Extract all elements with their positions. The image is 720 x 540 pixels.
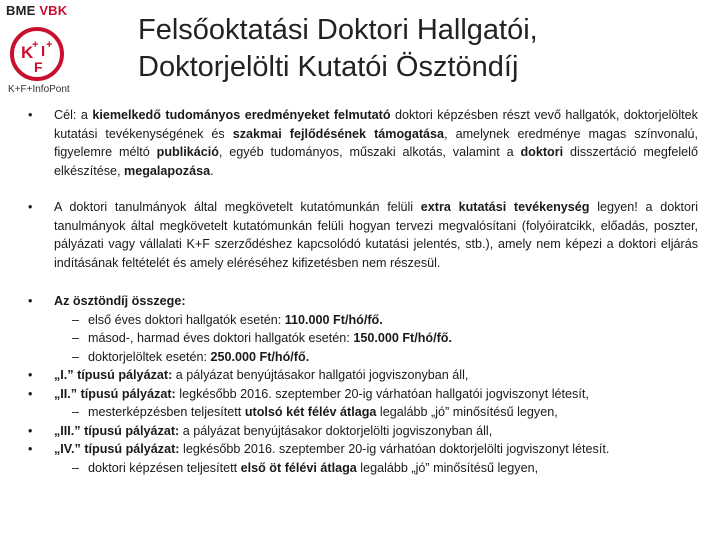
logo-mark-f: F: [34, 59, 43, 75]
bullet-marker: •: [28, 294, 33, 308]
page-title: [138, 12, 698, 86]
bullet-marker: •: [28, 200, 33, 214]
application-type-1: • „I.” típusú pályázat: a pályázat benyújtásakor hallgatói jogviszonyban áll,: [28, 366, 698, 385]
paragraph-goal: • Cél: a kiemelkedő tudományos eredményeket felmutató doktori képzésben részt vevő hallgatók, doktorjelöltek kutatási tevékenységének és szakmai fejlődésének támogatása, amelynek eredménye magas színvonalú, figyelemre méltó publikáció, egyéb tudományos, műszaki alkotás, valamint a doktori disszertáció megfelelő elkészítése, megalapozása.: [28, 108, 698, 178]
bullet-marker: •: [28, 368, 33, 382]
application-type-2-condition: – mesterképzésben teljesített utolsó két félév átlaga legalább „jó” minősítésű legyen,: [28, 403, 698, 422]
logo-subtitle: K+F+InfoPont: [8, 84, 70, 95]
application-type-3: • „III.” típusú pályázat: a pályázat benyújtásakor doktorjelölti jogviszonyban áll,: [28, 422, 698, 441]
amount-item-first-year: – első éves doktori hallgatók esetén: 110.000 Ft/hó/fő.: [28, 311, 698, 330]
dash-marker: –: [72, 349, 80, 364]
content-body: [28, 106, 698, 477]
amount-item-candidates: – doktorjelöltek esetén: 250.000 Ft/hó/fő.: [28, 348, 698, 367]
application-type-2: • „II.” típusú pályázat: legkésőbb 2016. szeptember 20-ig várhatóan hallgatói jogviszonyt létesít,: [28, 385, 698, 404]
logo-brand-vbk: VBK: [39, 3, 68, 18]
bullet-marker: •: [28, 423, 33, 438]
title-line-2: Doktorjelölti Kutatói Ösztöndíj: [138, 51, 519, 83]
title-line-1: Felsőoktatási Doktori Hallgatói,: [138, 14, 538, 46]
paragraph-amount: • Az ösztöndíj összege:: [28, 292, 698, 311]
logo-mark-k: K: [21, 43, 34, 62]
bullet-marker: •: [28, 442, 33, 456]
logo-mark-i: I: [41, 43, 46, 60]
logo-mark-plus-1: +: [32, 39, 39, 51]
dash-marker: –: [72, 331, 80, 345]
logo: [6, 4, 90, 96]
application-type-4-condition: – doktori képzésen teljesített első öt félévi átlaga legalább „jó” minősítésű legyen,: [28, 459, 698, 478]
dash-marker: –: [72, 405, 80, 419]
dash-marker: –: [72, 460, 80, 475]
logo-brand: [6, 4, 90, 18]
bullet-marker: •: [28, 386, 33, 401]
paragraph-extra-research: • A doktori tanulmányok által megkövetelt kutatómunkán felüli extra kutatási tevékenység legyen! a doktori tanulmányok által megkövetelt kutatómunkán felüli hogyan tervezi megvalósítani (folyóiratcikk, előadás, poszter, pályázati vagy vállalati K+F szerződéshez kapcsolódó kutatási jelentés, stb.), amely nem képezi a doktori eljárás indításának feltételét és amely eléréséhez kifizetésben nem részesül.: [28, 200, 698, 270]
amount-item-second-third-year: – másod-, harmad éves doktori hallgatók esetén: 150.000 Ft/hó/fő.: [28, 329, 698, 348]
kif-logo-icon: [10, 22, 70, 84]
bullet-marker: •: [28, 108, 33, 122]
logo-brand-bme: BME: [6, 3, 36, 18]
application-type-4: • „IV.” típusú pályázat: legkésőbb 2016. szeptember 20-ig várhatóan doktorjelölti jogviszonyt létesít.: [28, 440, 698, 459]
logo-mark-plus-2: +: [46, 39, 53, 51]
dash-marker: –: [72, 312, 80, 327]
